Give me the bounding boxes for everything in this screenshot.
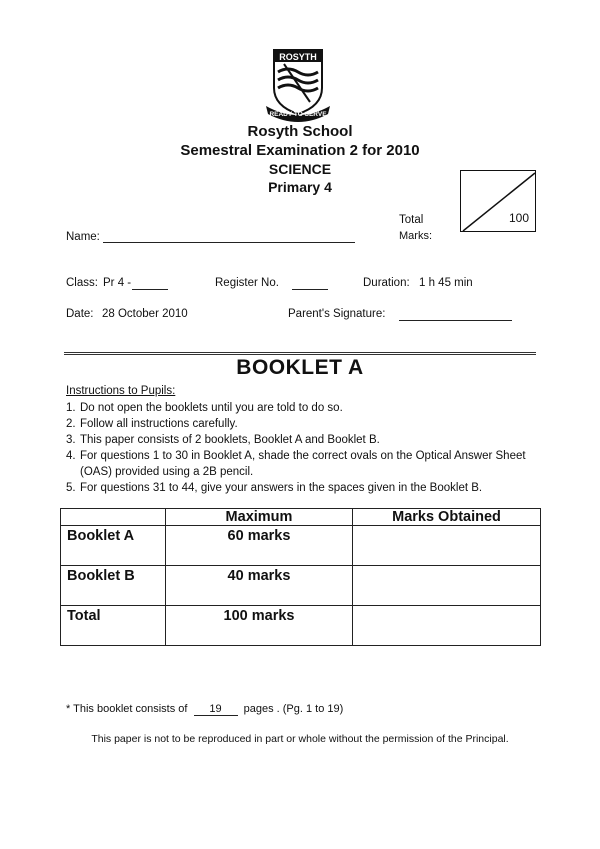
signature-label: Parent's Signature: bbox=[288, 308, 386, 320]
instruction-number: 3. bbox=[66, 434, 76, 446]
instruction-number: 2. bbox=[66, 418, 76, 430]
instruction-text: This paper consists of 2 booklets, Booklet A and Booklet B. bbox=[80, 434, 380, 446]
class-field[interactable] bbox=[132, 289, 168, 290]
crest-banner-text: ROSYTH bbox=[279, 52, 317, 62]
table-row bbox=[61, 606, 541, 646]
level-title: Primary 4 bbox=[268, 179, 332, 195]
table-header-maximum: Maximum bbox=[166, 509, 353, 526]
total-marks-label-2: Marks: bbox=[399, 230, 432, 242]
table-row bbox=[61, 526, 541, 566]
instruction-text: Follow all instructions carefully. bbox=[80, 418, 238, 430]
school-crest-logo bbox=[262, 44, 334, 122]
row-marks-obtained[interactable] bbox=[353, 606, 541, 646]
class-value: Pr 4 - bbox=[103, 277, 132, 289]
instruction-item bbox=[66, 432, 546, 448]
row-maximum: 60 marks bbox=[166, 526, 353, 566]
crest-motto: READY TO SERVE bbox=[269, 111, 327, 118]
booklet-title: BOOKLET A bbox=[236, 356, 364, 379]
page-count-suffix: pages . (Pg. 1 to 19) bbox=[243, 703, 344, 715]
row-maximum: 100 marks bbox=[166, 606, 353, 646]
table-header-marks-obtained: Marks Obtained bbox=[353, 509, 541, 526]
register-field[interactable] bbox=[292, 289, 328, 290]
row-label: Total bbox=[61, 606, 166, 646]
instruction-number: 1. bbox=[66, 402, 76, 414]
table-header-cell bbox=[61, 509, 166, 526]
register-label: Register No. bbox=[215, 277, 279, 289]
exam-title: Semestral Examination 2 for 2010 bbox=[180, 142, 420, 159]
total-marks-label: Total bbox=[399, 214, 424, 226]
instructions-list bbox=[66, 400, 546, 496]
page-count-value: 19 bbox=[194, 703, 238, 716]
name-label: Name: bbox=[66, 231, 100, 243]
class-label: Class: bbox=[66, 277, 98, 289]
date-value: 28 October 2010 bbox=[102, 308, 188, 320]
table-row bbox=[61, 566, 541, 606]
row-label: Booklet B bbox=[61, 566, 166, 606]
duration-value: 1 h 45 min bbox=[419, 277, 473, 289]
instruction-item bbox=[66, 480, 546, 496]
subject-title: SCIENCE bbox=[268, 161, 332, 177]
page-count-note bbox=[66, 703, 343, 716]
row-marks-obtained[interactable] bbox=[353, 566, 541, 606]
row-maximum: 40 marks bbox=[166, 566, 353, 606]
instruction-text: For questions 31 to 44, give your answers in the spaces given in the Booklet B. bbox=[80, 482, 483, 494]
name-field[interactable] bbox=[103, 242, 355, 243]
instruction-number: 5. bbox=[66, 482, 76, 494]
instruction-text: Do not open the booklets until you are told to do so. bbox=[80, 402, 343, 414]
date-label: Date: bbox=[66, 308, 94, 320]
signature-field[interactable] bbox=[399, 320, 512, 321]
total-marks-value: 100 bbox=[508, 211, 529, 225]
row-marks-obtained[interactable] bbox=[353, 526, 541, 566]
instructions-heading: Instructions to Pupils: bbox=[66, 385, 176, 397]
instruction-item bbox=[66, 416, 546, 432]
total-marks-box bbox=[460, 170, 536, 232]
marks-table bbox=[60, 508, 541, 646]
row-label: Booklet A bbox=[61, 526, 166, 566]
instruction-text: For questions 1 to 30 in Booklet A, shade the correct ovals on the Optical Answer Sheet (OAS) provided using a 2B pencil. bbox=[80, 450, 526, 478]
page-count-prefix: * This booklet consists of bbox=[66, 703, 188, 715]
instruction-item bbox=[66, 448, 546, 480]
instruction-item bbox=[66, 400, 546, 416]
duration-label: Duration: bbox=[363, 277, 410, 289]
instruction-number: 4. bbox=[66, 450, 76, 462]
section-divider bbox=[64, 352, 536, 355]
copyright-notice: This paper is not to be reproduced in part or whole without the permission of the Principal. bbox=[91, 733, 509, 745]
school-name: Rosyth School bbox=[247, 123, 353, 140]
table-header-row bbox=[61, 509, 541, 526]
